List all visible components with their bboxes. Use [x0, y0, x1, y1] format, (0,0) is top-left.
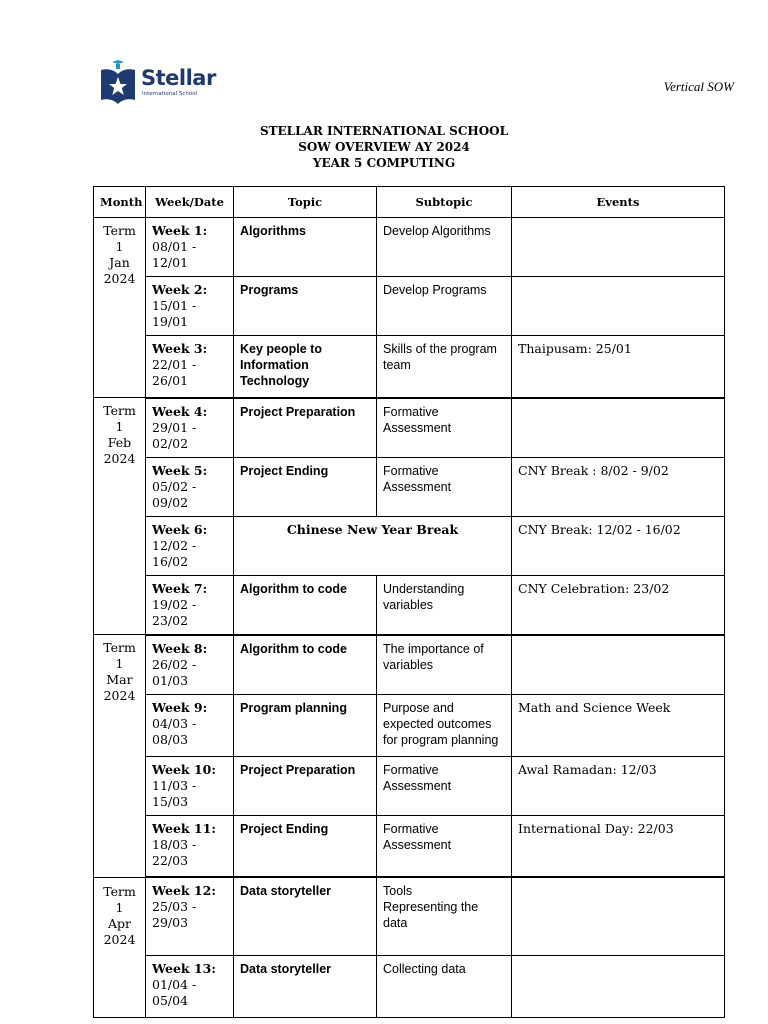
week-cell: Week 11: 18/03 - 22/03	[146, 815, 234, 877]
course-title: YEAR 5 COMPUTING	[312, 156, 456, 170]
topic-cell: Data storyteller	[234, 955, 377, 1017]
document-header	[0, 123, 768, 171]
subtopic-cell: Tools Representing the data	[377, 877, 512, 955]
event-cell: Math and Science Week	[512, 694, 725, 756]
week-cell: Week 9: 04/03 - 08/03	[146, 694, 234, 756]
month-label: Apr	[107, 915, 131, 931]
table-row	[94, 277, 725, 336]
event-cell: Awal Ramadan: 12/03	[512, 756, 725, 815]
subtopic-cell: Collecting data	[377, 955, 512, 1017]
logo-wordmark: Stellar	[141, 66, 216, 90]
column-header-week: Week/Date	[146, 187, 234, 218]
month-label: Mar	[106, 672, 133, 687]
subtopic-cell: Formative Assessment	[377, 756, 512, 815]
subtopic-cell: Purpose and expected outcomes for program planning	[377, 694, 512, 756]
subtopic-cell: Develop Algorithms	[377, 218, 512, 277]
subtopic-cell: Formative Assessment	[377, 398, 512, 458]
month-label: Feb	[107, 435, 132, 450]
subtopic-cell: Skills of the program team	[377, 336, 512, 398]
column-header-subtopic: Subtopic	[377, 187, 512, 218]
column-header-events: Events	[512, 187, 725, 218]
event-cell: CNY Break: 12/02 - 16/02	[512, 516, 725, 575]
column-header-month: Month	[94, 187, 146, 218]
table-row	[94, 218, 725, 277]
week-cell: Week 4: 29/01 - 02/02	[146, 398, 234, 458]
month-label: Jan	[109, 255, 130, 270]
week-cell: Week 2: 15/01 - 19/01	[146, 277, 234, 336]
event-cell	[512, 277, 725, 336]
event-cell	[512, 635, 725, 695]
topic-cell: Program planning	[234, 694, 377, 756]
logo-subtitle: International School	[142, 91, 198, 97]
table-header-row	[94, 187, 725, 218]
week-cell: Week 8: 26/02 - 01/03	[146, 635, 234, 695]
term-label: Term 1	[103, 223, 136, 254]
term-label: Term 1	[103, 883, 136, 915]
table-row	[94, 955, 725, 1017]
break-banner-cell: Chinese New Year Break	[234, 516, 512, 575]
topic-cell: Project Ending	[234, 815, 377, 877]
sow-table	[93, 186, 725, 1018]
event-cell	[512, 877, 725, 955]
month-cell	[94, 635, 146, 878]
subtopic-cell: The importance of variables	[377, 635, 512, 695]
event-cell	[512, 218, 725, 277]
topic-cell: Algorithm to code	[234, 635, 377, 695]
table-row	[94, 877, 725, 955]
week-cell: Week 5: 05/02 - 09/02	[146, 457, 234, 516]
event-cell: Thaipusam: 25/01	[512, 336, 725, 398]
term-label: Term 1	[103, 640, 136, 671]
table-row	[94, 457, 725, 516]
event-cell: International Day: 22/03	[512, 815, 725, 877]
school-logo	[98, 60, 216, 106]
topic-cell: Project Preparation	[234, 756, 377, 815]
subtopic-cell: Develop Programs	[377, 277, 512, 336]
topic-cell: Project Preparation	[234, 398, 377, 458]
document-label: Vertical SOW	[663, 79, 734, 94]
week-cell: Week 6: 12/02 - 16/02	[146, 516, 234, 575]
week-cell: Week 10: 11/03 - 15/03	[146, 756, 234, 815]
topic-cell: Algorithms	[234, 218, 377, 277]
month-cell	[94, 398, 146, 635]
week-cell: Week 7: 19/02 - 23/02	[146, 575, 234, 635]
subtopic-cell: Understanding variables	[377, 575, 512, 635]
month-cell	[94, 877, 146, 1017]
topic-cell: Algorithm to code	[234, 575, 377, 635]
table-row	[94, 635, 725, 695]
table-row	[94, 336, 725, 398]
table-row	[94, 516, 725, 575]
year-label: 2024	[103, 451, 136, 466]
event-cell: CNY Celebration: 23/02	[512, 575, 725, 635]
event-cell: CNY Break : 8/02 - 9/02	[512, 457, 725, 516]
book-crest-icon	[98, 60, 138, 106]
year-label: 2024	[103, 931, 136, 947]
event-cell	[512, 398, 725, 458]
event-cell	[512, 955, 725, 1017]
table-row	[94, 694, 725, 756]
week-cell: Week 1: 08/01 - 12/01	[146, 218, 234, 277]
topic-cell: Programs	[234, 277, 377, 336]
week-cell: Week 13: 01/04 - 05/04	[146, 955, 234, 1017]
topic-cell: Project Ending	[234, 457, 377, 516]
school-name: STELLAR INTERNATIONAL SCHOOL	[259, 124, 509, 138]
year-label: 2024	[103, 271, 136, 286]
topic-cell: Key people to Information Technology	[234, 336, 377, 398]
month-cell	[94, 218, 146, 398]
table-row	[94, 756, 725, 815]
table-row	[94, 575, 725, 635]
subtopic-cell: Formative Assessment	[377, 457, 512, 516]
column-header-topic: Topic	[234, 187, 377, 218]
term-label: Term 1	[103, 403, 136, 434]
subtopic-cell: Formative Assessment	[377, 815, 512, 877]
sow-title: SOW OVERVIEW AY 2024	[298, 140, 470, 154]
table-row	[94, 398, 725, 458]
year-label: 2024	[103, 688, 136, 703]
table-row	[94, 815, 725, 877]
week-cell: Week 12: 25/03 - 29/03	[146, 877, 234, 955]
topic-cell: Data storyteller	[234, 877, 377, 955]
week-cell: Week 3: 22/01 - 26/01	[146, 336, 234, 398]
